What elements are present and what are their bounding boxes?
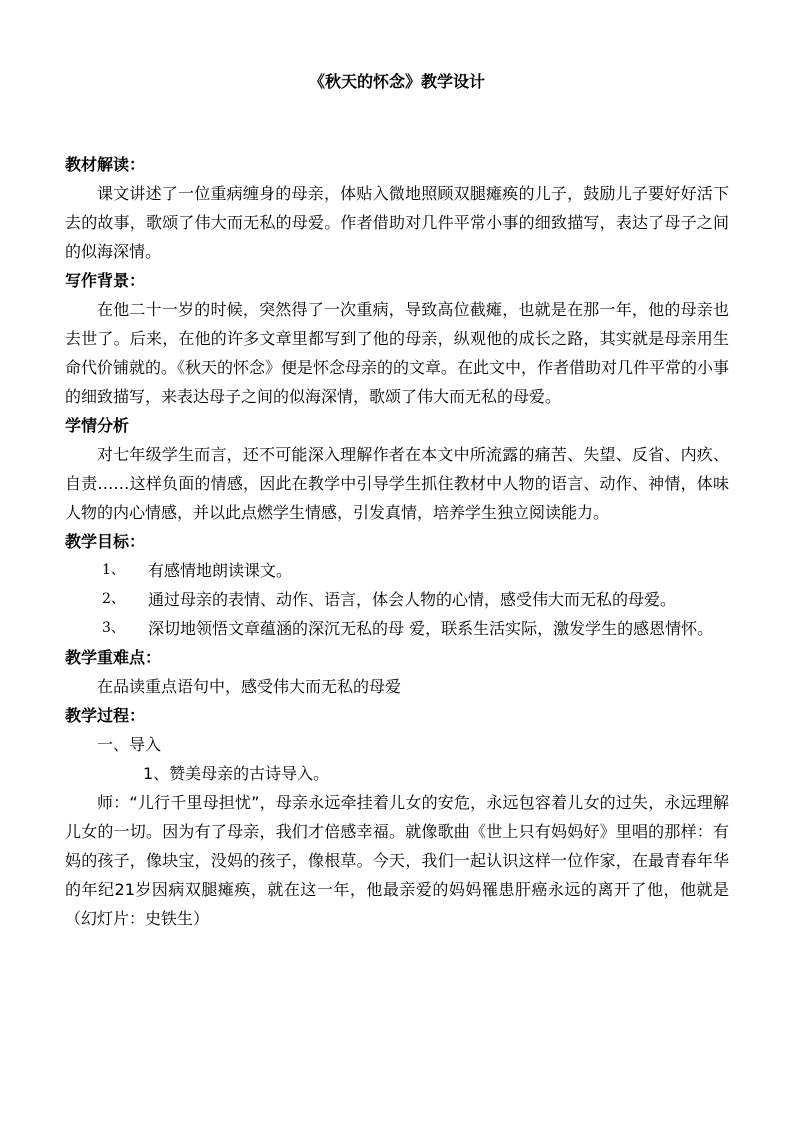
- keypoints-paragraph: 在品读重点语句中，感受伟大而无私的母爱: [97, 677, 402, 696]
- background-heading: 写作背景：: [65, 271, 146, 290]
- process-step-title: 一、导入: [97, 735, 162, 754]
- goal-number: 3、: [102, 620, 125, 636]
- document-body: [65, 150, 729, 933]
- document-title: 《秋天的怀念》教学设计: [308, 72, 485, 91]
- process-heading: 教学过程：: [65, 706, 146, 725]
- goal-text: 有感情地朗读课文。: [148, 561, 293, 580]
- keypoints-heading: 教学重难点：: [65, 648, 162, 667]
- goals-heading: 教学目标：: [65, 532, 146, 551]
- background-paragraph: 在他二十一岁的时候，突然得了一次重病，导致高位截瘫，也就是在那一年，他的母亲也去世了。后来，在他的许多文章里都写到了他的母亲，纵观他的成长之路，其实就是母亲用生命代价铺就的。《秋天的怀念》便是怀念母亲的的文章。在此文中，作者借助对几件平常的小事的细致描写，来表达母子之间的似海深情，歌颂了伟大而无私的母爱。: [65, 300, 730, 406]
- process-paragraph: 师：“儿行千里母担忧”，母亲永远牵挂着儿女的安危，永远包容着儿女的过失，永远理解儿女的一切。因为有了母亲，我们才倍感幸福。就像歌曲《世上只有妈妈好》里唱的那样：有妈的孩子，像块宝，没妈的孩子，像根草。今天，我们一起认识这样一位作家，在最青春年华的年纪21岁因病双腿瘫痪，就在这一年，他最亲爱的妈妈罹患肝癌永远的离开了他，他就是（幻灯片：史铁生）: [65, 793, 729, 928]
- goal-item: [65, 614, 729, 643]
- goal-text: 通过母亲的表情、动作、语言，体会人物的心情，感受伟大而无私的母爱。: [148, 590, 677, 609]
- analysis-heading: 学情分析: [65, 416, 130, 435]
- goal-number: 1、: [102, 562, 125, 578]
- process-substep-title: 1、赞美母亲的古诗导入。: [143, 764, 330, 783]
- material-heading: 教材解读：: [65, 155, 146, 174]
- goal-text: 深切地领悟文章蕴涵的深沉无私的母 爱，联系生活实际，激发学生的感恩情怀。: [148, 619, 714, 638]
- analysis-paragraph: 对七年级学生而言，还不可能深入理解作者在本文中所流露的痛苦、失望、反省、内疚、自责……这样负面的情感，因此在教学中引导学生抓住教材中人物的语言、动作、神情，体味人物的内心情感，并以此点燃学生情感，引发真情，培养学生独立阅读能力。: [65, 445, 729, 522]
- material-paragraph: 课文讲述了一位重病缠身的母亲，体贴入微地照顾双腿瘫痪的儿子，鼓励儿子要好好活下去的故事，歌颂了伟大而无私的母爱。作者借助对几件平常小事的细致描写，表达了母子之间的似海深情。: [65, 184, 729, 261]
- goal-number: 2、: [102, 591, 125, 607]
- goal-item: [65, 585, 729, 614]
- goal-item: [65, 556, 729, 585]
